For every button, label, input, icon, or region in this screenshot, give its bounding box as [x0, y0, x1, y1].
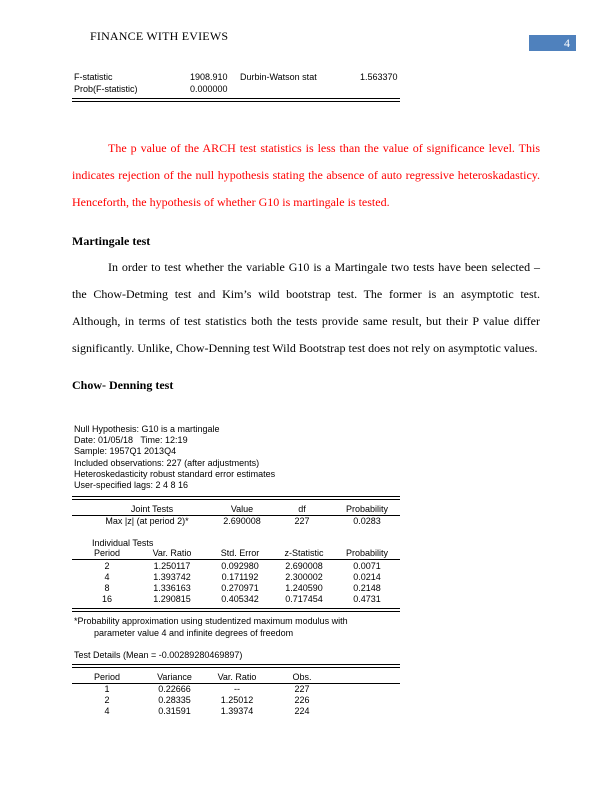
probability-footnote-cont: parameter value 4 and infinite degrees of freedom — [94, 628, 294, 638]
table-row — [72, 684, 400, 695]
z-statistic-cell: 2.690008 — [285, 561, 323, 571]
period-cell: 16 — [101, 594, 112, 604]
max-z-label: Max |z| (at period 2)* — [105, 516, 189, 526]
max-z-value: 2.690008 — [223, 516, 261, 526]
details-header-row — [72, 672, 400, 683]
var-ratio-cell: 1.290815 — [153, 594, 191, 604]
variance-cell: 0.28335 — [158, 695, 191, 705]
prob-f-label: Prob(F-statistic) — [74, 84, 138, 94]
period-cell: 4 — [104, 572, 110, 582]
joint-tests-row — [72, 516, 400, 527]
prob-f-value: 0.000000 — [190, 84, 228, 94]
table-row — [72, 583, 400, 594]
joint-tests-header-row — [72, 504, 400, 515]
table-bottom-rule — [72, 608, 400, 612]
period-cell: 4 — [104, 706, 110, 716]
f-statistic-value: 1908.910 — [190, 72, 228, 82]
null-hypothesis-line: Null Hypothesis: G10 is a martingale — [74, 424, 220, 434]
individual-tests-title: Individual Tests — [92, 538, 154, 548]
period-cell: 2 — [104, 695, 110, 705]
var-ratio-cell: 1.336163 — [153, 583, 191, 593]
period-header: Period — [93, 548, 120, 558]
std-error-cell: 0.171192 — [221, 572, 259, 582]
probability-cell: 0.4731 — [353, 594, 381, 604]
individual-header-row — [72, 548, 400, 559]
probability-header: Probability — [345, 548, 389, 558]
individual-header-rule — [72, 559, 400, 560]
page-number: 4 — [529, 35, 576, 51]
date-line: Date: 01/05/18 Time: 12:19 — [74, 435, 188, 446]
probability-cell: 0.0214 — [353, 572, 381, 582]
std-error-cell: 0.092980 — [221, 561, 259, 571]
std-error-cell: 0.270971 — [221, 583, 259, 593]
period-cell: 8 — [104, 583, 110, 593]
variance-cell: 0.31591 — [158, 706, 191, 716]
probability-footnote: *Probability approximation using studentized maximum modulus with — [74, 616, 348, 626]
max-z-probability: 0.0283 — [353, 516, 381, 526]
double-rule — [72, 98, 400, 102]
z-statistic-cell: 0.717454 — [285, 594, 323, 604]
df-header: df — [298, 504, 306, 514]
period-cell: 1 — [104, 684, 110, 694]
table-row — [72, 695, 400, 706]
var-ratio-header: Var. Ratio — [152, 548, 192, 558]
value-header: Value — [230, 504, 254, 514]
running-header: FINANCE WITH EVIEWS — [90, 29, 229, 43]
z-statistic-cell: 1.240590 — [285, 583, 323, 593]
table-row — [72, 572, 400, 583]
details-top-rule — [72, 664, 400, 668]
chow-denning-heading: Chow- Denning test — [72, 378, 174, 392]
var-ratio-cell: 1.25012 — [220, 695, 254, 705]
table-row — [72, 594, 400, 605]
table-top-rule — [72, 496, 400, 500]
test-details-title: Test Details (Mean = -0.00289280469897) — [74, 650, 243, 660]
arch-paragraph: The p value of the ARCH test statistics is less than the value of significance level. This indicates rejection of the null hypothesis stating the absence of auto regressive heteroskadasticy. Henceforth, the hypothesis of whether G10 is martingale is tested. — [72, 141, 540, 209]
sample-line: Sample: 1957Q1 2013Q4 — [74, 446, 177, 457]
variance-header: Variance — [157, 672, 192, 682]
durbin-watson-value: 1.563370 — [360, 72, 398, 82]
var-ratio-cell: 1.39374 — [220, 706, 254, 716]
table-row — [72, 561, 400, 572]
period-cell: 2 — [104, 561, 110, 571]
test-output-header — [74, 424, 275, 491]
observations-line: Included observations: 227 (after adjustments) — [74, 457, 260, 468]
obs-header: Obs. — [292, 672, 312, 682]
probability-header: Probability — [345, 504, 389, 514]
martingale-heading: Martingale test — [72, 234, 151, 248]
f-statistic-label: F-statistic — [74, 72, 113, 82]
obs-cell: 226 — [294, 695, 310, 705]
z-statistic-header: z-Statistic — [284, 548, 324, 558]
probability-cell: 0.2148 — [353, 583, 381, 593]
var-ratio-cell: 1.250117 — [153, 561, 191, 571]
var-ratio-cell: -- — [234, 684, 240, 694]
variance-cell: 0.22666 — [158, 684, 191, 694]
std-error-header: Std. Error — [220, 548, 260, 558]
max-z-df: 227 — [294, 516, 310, 526]
durbin-watson-label: Durbin-Watson stat — [240, 72, 317, 82]
z-statistic-cell: 2.300002 — [285, 572, 323, 582]
var-ratio-header: Var. Ratio — [217, 672, 257, 682]
lags-line: User-specified lags: 2 4 8 16 — [74, 480, 189, 491]
std-error-cell: 0.405342 — [221, 594, 259, 604]
obs-cell: 224 — [294, 706, 310, 716]
table-row — [72, 706, 400, 717]
obs-cell: 227 — [294, 684, 310, 694]
joint-tests-header: Joint Tests — [130, 504, 174, 514]
var-ratio-cell: 1.393742 — [153, 572, 191, 582]
probability-cell: 0.0071 — [353, 561, 381, 571]
robust-se-line: Heteroskedasticity robust standard error estimates — [74, 468, 276, 479]
period-header: Period — [93, 672, 120, 682]
martingale-paragraph: In order to test whether the variable G10 is a Martingale two tests have been selected – the Chow-Detming test and Kim’s wild bootstrap test. The former is an asymptotic test. Although, in terms of test statistics both the tests provide same result, but their P value differ significantly. Unlike, Chow-Denning test Wild Bootstrap test does not rely on asymptotic values. — [72, 260, 540, 355]
